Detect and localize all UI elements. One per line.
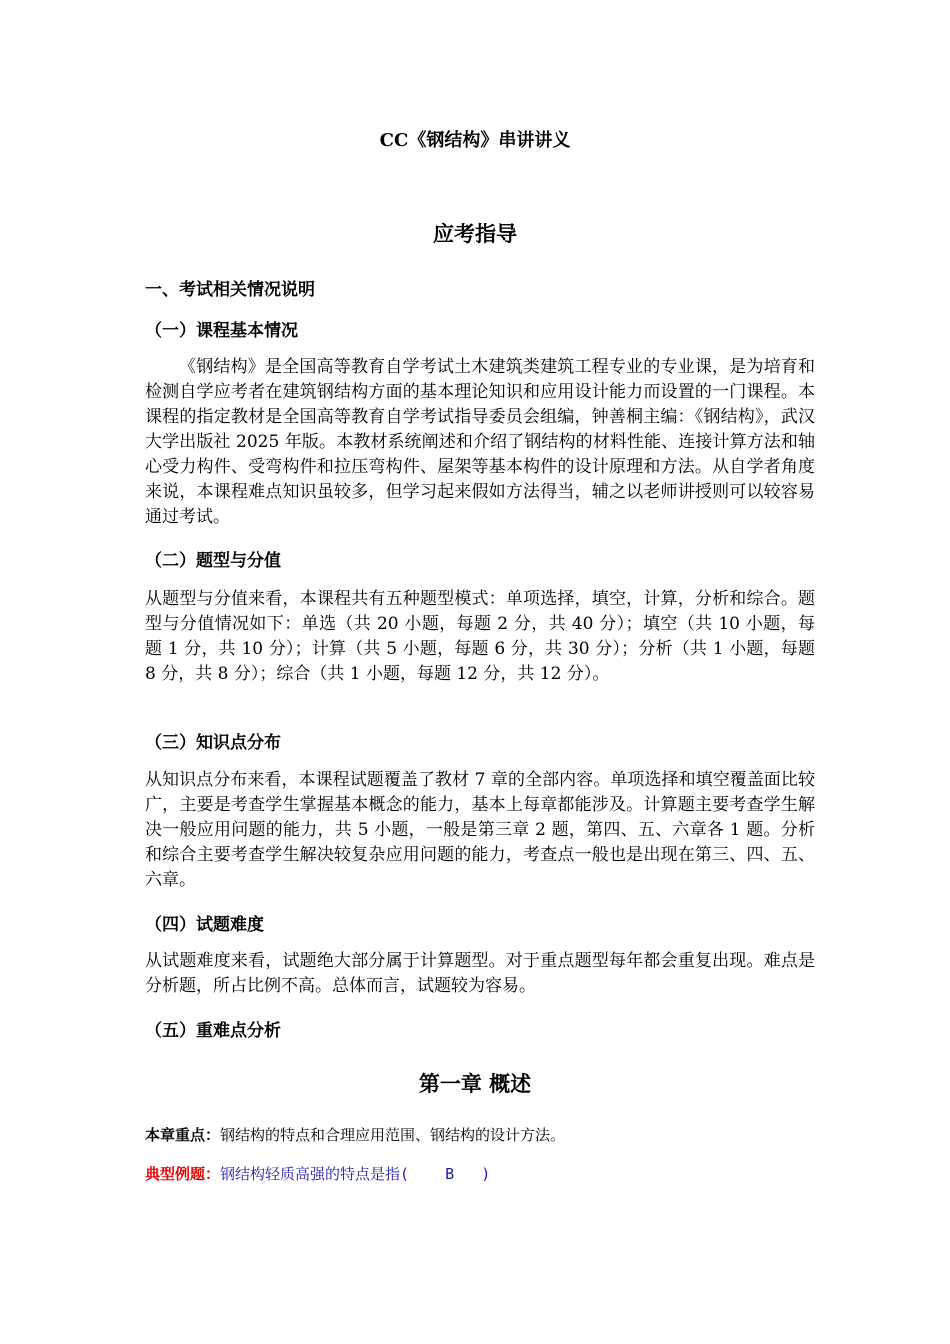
section-course-info-text: 《钢结构》是全国高等教育自学考试土木建筑类建筑工程专业的专业课，是为培育和检测自学应考者在建筑钢结构方面的基本理论知识和应用设计能力而设置的一门课程。本课程的指定教材是全国高等教育自学考试指导委员会组编，钟善桐主编：《钢结构》，武汉大学出版社 2025 年版。本教材系统阐述和介绍了钢结构的材料性能、连接计算方法和轴心受力构件、受弯构件和拉压弯构件、屋架等基本构件的设计原理和方法。从自学者角度来说，本课程难点知识虽较多，但学习起来假如方法得当，辅之以老师讲授则可以较容易通过考试。 (145, 357, 815, 527)
section-course-info-heading: （一）课程基本情况 (145, 321, 298, 341)
chapter-key-points (145, 1124, 565, 1145)
example-label: 典型例题： (145, 1165, 221, 1183)
section-difficulty-heading: （四）试题难度 (145, 915, 264, 935)
section-difficulty-text: 从试题难度来看，试题绝大部分属于计算题型。对于重点题型每年都会重复出现。难点是分析题，所占比例不高。总体而言，试题较为容易。 (145, 951, 815, 996)
section-question-types-text: 从题型与分值来看，本课程共有五种题型模式：单项选择，填空，计算，分析和综合。题型与分值情况如下：单选（共 20 小题，每题 2 分，共 40 分）；填空（共 10 小题，每题 1 分，共 10 分）；计算（共 5 小题，每题 6 分，共 30 分）；分析（共 1 小题，每题 8 分，共 8 分）；综合（共 1 小题，每题 12 分，共 12 分）。 (145, 589, 815, 684)
part1-heading: 一、考试相关情况说明 (145, 280, 315, 300)
section-key-points-heading: （五）重难点分析 (145, 1021, 281, 1041)
section-knowledge-text: 从知识点分布来看，本课程试题覆盖了教材 7 章的全部内容。单项选择和填空覆盖面比较广，主要是考查学生掌握基本概念的能力，基本上每章都能涉及。计算题主要考查学生解决一般应用问题的能力，共 5 小题，一般是第三章 2 题，第四、五、六章各 1 题。分析和综合主要考查学生解决较复杂应用问题的能力，考查点一般也是出现在第三、四、五、六章。 (145, 770, 815, 890)
typical-example (145, 1163, 490, 1184)
guide-title: 应考指导 (433, 221, 517, 246)
example-question: 钢结构轻质高强的特点是指( B ) (220, 1165, 491, 1183)
key-points-label: 本章重点： (145, 1126, 221, 1144)
section-knowledge-heading: （三）知识点分布 (145, 733, 281, 753)
key-points-text: 钢结构的特点和合理应用范围、钢结构的设计方法。 (220, 1126, 566, 1144)
document-title: CC《钢结构》串讲讲义 (379, 130, 571, 151)
section-question-types-heading: （二）题型与分值 (145, 551, 281, 571)
chapter1-title: 第一章 概述 (418, 1071, 532, 1096)
